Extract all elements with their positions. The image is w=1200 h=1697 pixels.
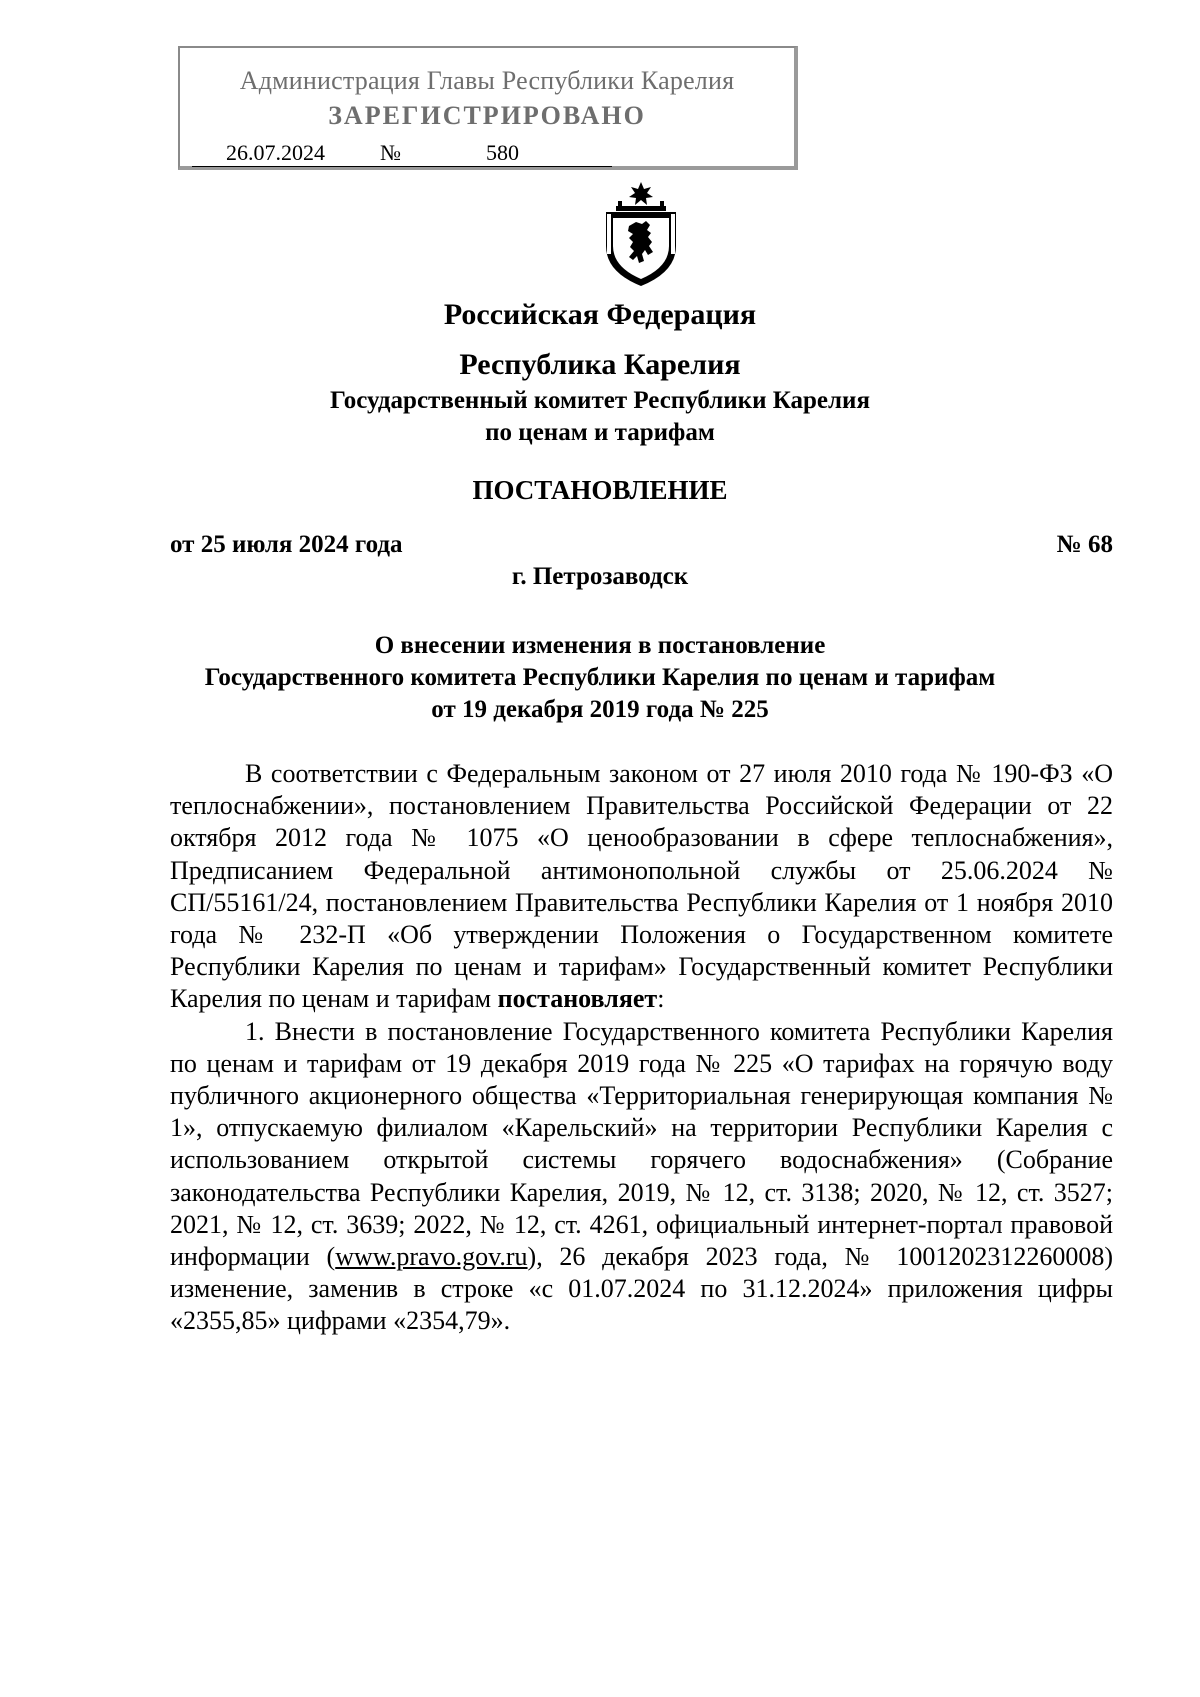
document-title-line3: от 19 декабря 2019 года № 225 [431, 696, 769, 723]
document-body [170, 758, 1113, 1338]
document-number: № 68 [1056, 531, 1113, 558]
header-republic: Республика Карелия [459, 348, 741, 381]
stamp-registration-line [192, 138, 612, 167]
header-committee-line1: Государственный комитет Республики Карелия [330, 387, 870, 414]
stamp-number-sign: № [380, 140, 401, 165]
stamp-registered-label: ЗАРЕГИСТРИРОВАНО [328, 101, 646, 130]
header-federation: Российская Федерация [443, 298, 757, 331]
preamble-paragraph [170, 758, 1113, 1016]
stamp-number: 580 [486, 140, 519, 165]
karelia-coat-of-arms-icon [596, 180, 686, 288]
document-title-line1: О внесении изменения в постановление [374, 632, 826, 659]
document-city: г. Петрозаводск [511, 563, 689, 590]
preamble-text: В соответствии с Федеральным законом от 27 июля 2010 года № 190-ФЗ «О теплоснабжении», постановлением Правительства Российской Федерации от 22 октября 2012 года № 1075 «О ценообразовании в сфере теплоснабжения», Предписанием Федеральной антимонопольной службы от 25.06.2024 № СП/55161/24, постановлением Правительства Республики Карелия от 1 ноября 2010 года № 232-П «Об утверждении Положения о Государственном комитете Республики Карелия по ценам и тарифам» Государственный комитет Республики Карелия по ценам и тарифам [170, 759, 1113, 1014]
stamp-date: 26.07.2024 [226, 140, 325, 165]
pravo-gov-link[interactable]: www.pravo.gov.ru [335, 1242, 528, 1272]
document-type: ПОСТАНОВЛЕНИЕ [472, 475, 728, 505]
item-1-text-before-link: 1. Внести в постановление Государственного комитета Республики Карелия по ценам и тарифам от 19 декабря 2019 года № 225 «О тарифах на горячую воду публичного акционерного общества «Территориальная генерирующая компания № 1», отпускаемую филиалом «Карельский» на территории Республики Карелия с использованием открытой системы горячего водоснабжения» (Собрание законодательства Республики Карелия, 2019, № 12, ст. 3138; 2020, № 12, ст. 3527; 2021, № 12, ст. 3639; 2022, № 12, ст. 4261, официальный интернет-портал правовой информации ( [170, 1016, 1113, 1272]
item-1-text-after-link: ), 26 декабря 2023 года, № 1001202312260008) изменение, заменив в строке «с 01.07.2024 по 31.12.2024» приложения цифры «2355,85» цифрами «2354,79». [170, 1242, 1113, 1336]
document-date: от 25 июля 2024 года [170, 531, 403, 558]
resolves-word: постановляет [497, 984, 658, 1014]
registration-stamp [178, 46, 798, 170]
item-1-paragraph [170, 1016, 1113, 1338]
stamp-authority: Администрация Главы Республики Карелия [239, 66, 735, 95]
document-title-line2: Государственного комитета Республики Карелия по ценам и тарифам [204, 664, 996, 691]
resolves-colon: : [657, 984, 665, 1014]
header-committee-line2: по ценам и тарифам [485, 419, 715, 446]
